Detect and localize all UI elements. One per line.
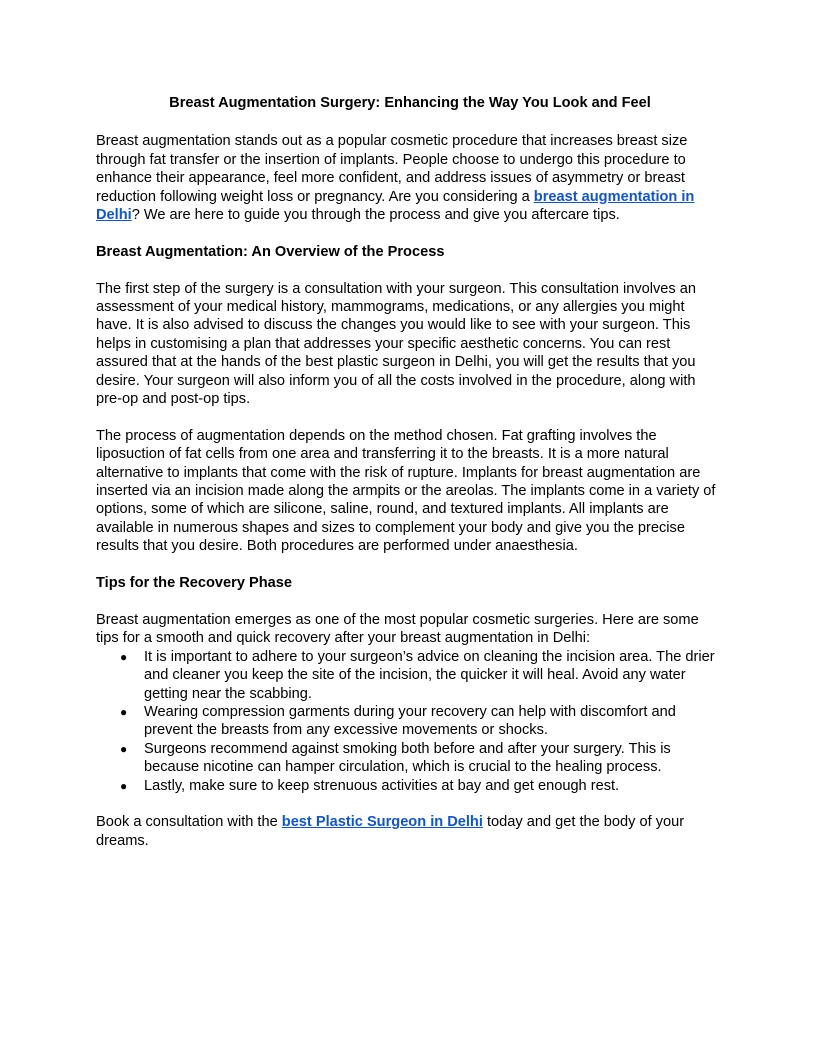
bullet-icon: ● bbox=[120, 778, 128, 793]
closing-text-after: today and get the body of your dreams. bbox=[96, 814, 685, 849]
section-heading-overview: Breast Augmentation: An Overview of the Process bbox=[96, 243, 445, 260]
list-item-text: Lastly, make sure to keep strenuous activities at bay and get enough rest. bbox=[144, 777, 620, 794]
intro-text-after: ? We are here to guide you through the process and give you aftercare tips. bbox=[131, 207, 620, 224]
list-item-text: Surgeons recommend against smoking both before and after your surgery. This is because nicotine can hamper circulation, which is crucial to the healing process. bbox=[144, 740, 671, 776]
breast-augmentation-delhi-link[interactable]: breast augmentation in Delhi bbox=[96, 188, 695, 224]
document-page bbox=[96, 94, 724, 869]
recovery-tips-list bbox=[96, 648, 724, 795]
list-item-text: It is important to adhere to your surgeon’s advice on cleaning the incision area. The drier and cleaner you keep the site of the incision, the quicker it will heal. Avoid any water getting near the scabbing. bbox=[144, 648, 715, 702]
intro-paragraph bbox=[96, 132, 724, 224]
overview-paragraph-2: The process of augmentation depends on the method chosen. Fat grafting involves the liposuction of fat cells from one area and transferring it to the breasts. It is a more natural alternative to implants that come with the risk of rupture. Implants for breast augmentation are inserted via an incision made along the armpits or the areolas. The implants come in a variety of options, some of which are silicone, saline, round, and textured implants. All implants are available in numerous shapes and sizes to complement your body and give you the precise results that you desire. Both procedures are performed under anaesthesia. bbox=[96, 427, 716, 555]
page-title: Breast Augmentation Surgery: Enhancing the Way You Look and Feel bbox=[169, 95, 651, 111]
bullet-icon: ● bbox=[120, 704, 128, 719]
section-heading-recovery: Tips for the Recovery Phase bbox=[96, 575, 293, 592]
list-item bbox=[96, 648, 724, 703]
overview-paragraph-1: The first step of the surgery is a consultation with your surgeon. This consultation involves an assessment of your medical history, mammograms, medications, or any allergies you might have. It is also advised to discuss the changes you would like to see with your surgeon. This helps in customising a plan that addresses your specific aesthetic concerns. You can rest assured that at the hands of the best plastic surgeon in Delhi, you will get the results that you desire. Your surgeon will also inform you of all the costs involved in the procedure, along with pre-op and post-op tips. bbox=[96, 280, 697, 408]
recovery-lead-paragraph: Breast augmentation emerges as one of the most popular cosmetic surgeries. Here are some tips for a smooth and quick recovery after your breast augmentation in Delhi: bbox=[96, 611, 699, 647]
bullet-icon: ● bbox=[120, 649, 128, 664]
closing-paragraph bbox=[96, 813, 724, 850]
best-plastic-surgeon-delhi-link[interactable]: best Plastic Surgeon in Delhi bbox=[281, 814, 483, 831]
list-item bbox=[96, 703, 724, 740]
closing-text-before: Book a consultation with the bbox=[96, 814, 282, 831]
list-item bbox=[96, 777, 724, 795]
intro-text-before: Breast augmentation stands out as a popular cosmetic procedure that increases breast size through fat transfer or the insertion of implants. People choose to undergo this procedure to enhance their appearance, feel more confident, and address issues of asymmetry or breast reduction following weight loss or pregnancy. Are you considering a bbox=[96, 133, 688, 205]
list-item bbox=[96, 740, 724, 777]
list-item-text: Wearing compression garments during your recovery can help with discomfort and prevent the breasts from any excessive movements or shocks. bbox=[144, 703, 676, 739]
bullet-icon: ● bbox=[120, 741, 128, 756]
